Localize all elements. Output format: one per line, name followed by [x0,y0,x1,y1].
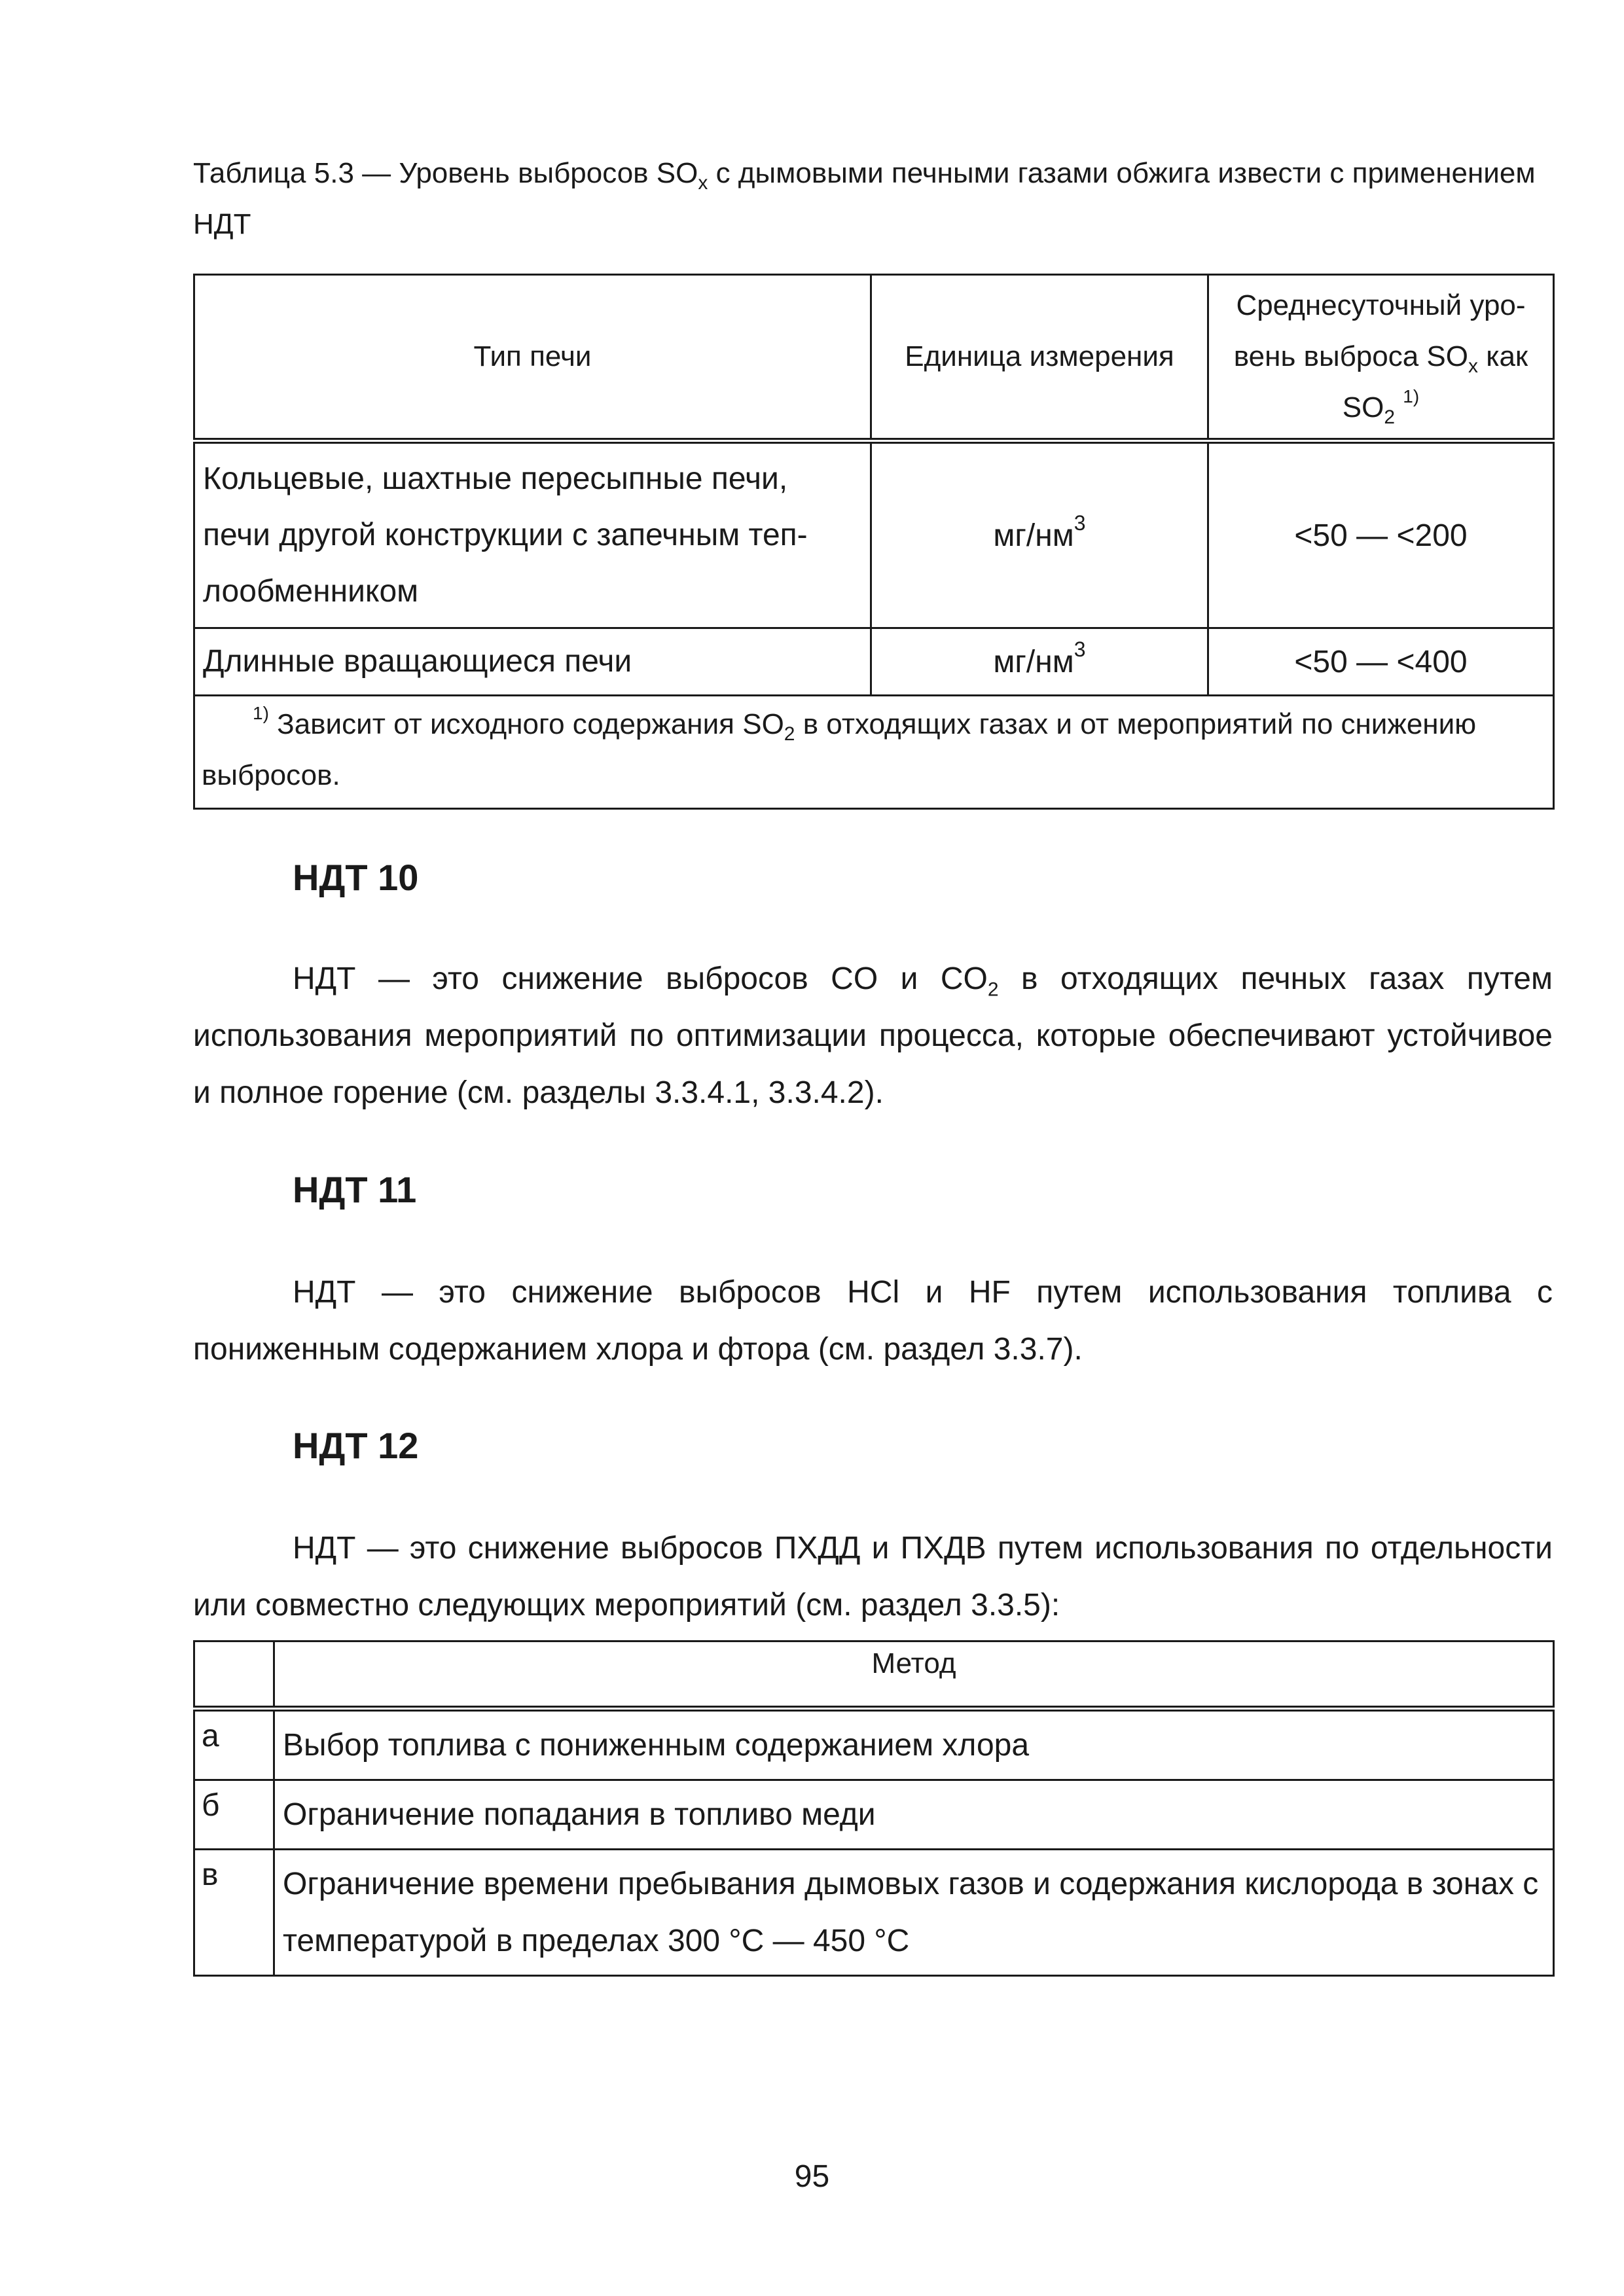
table-row [194,628,1554,696]
footnote-marker: 1) [253,703,269,723]
ndt12-heading: НДТ 12 [293,1425,419,1466]
header-level-line2b: как [1478,340,1528,372]
ndt10-subscript: 2 [987,978,999,1001]
method-letter: а [194,1709,274,1780]
header-level-line3-sub: 2 [1384,406,1396,428]
table-row [194,441,1554,628]
header-emission-level [1208,275,1554,441]
emission-value-cell: <50 — <400 [1208,628,1554,696]
table-row [194,1780,1554,1850]
page-number: 95 [794,2159,830,2194]
footnote-text-a: Зависит от исходного содержания SO [268,708,784,740]
ndt10-paragraph [193,950,1553,1121]
method-text: Ограничение времени пребывания дымовых газов и содержания кислорода в зонах с температурой в пределах 300 °C — 450 °C [274,1850,1554,1976]
caption-text-a: Таблица 5.3 — Уровень выбросов SO [193,157,698,189]
kiln-type-cell: Кольцевые, шахтные пересыпные печи, печи другой конструкции с запечным теп-лообменником [194,441,871,628]
methods-header-row [194,1641,1554,1709]
ndt10-text-b: в отходящих печных газах путем использования мероприятий по оптимизации процесса, которые обеспечивают устойчивое и полное горение (см. разделы 3.3.4.1, 3.3.4.2). [193,961,1553,1110]
table-row [194,1850,1554,1976]
unit-superscript: 3 [1074,637,1086,661]
header-kiln-type: Тип печи [194,275,871,441]
header-level-line2: вень выброса SO [1233,340,1469,372]
ndt12-paragraph: НДТ — это снижение выбросов ПХДД и ПХДВ путем использования по отдельности или совместно следующих мероприятий (см. раздел 3.3.5): [193,1531,1553,1623]
caption-text-b: с дымовыми печными газами обжига извести с применением НДТ [193,157,1536,240]
kiln-type-cell: Длинные вращающиеся печи [194,628,871,696]
methods-table [193,1640,1555,1977]
emission-value-cell: <50 — <200 [1208,441,1554,628]
header-level-line1: Среднесуточный уро- [1236,289,1526,321]
ndt10-text-a: НДТ — это снижение выбросов CO и CO [293,961,988,996]
caption-subscript: x [698,171,708,194]
emissions-table [193,274,1555,810]
unit-text: мг/нм [993,518,1074,553]
table-header-row [194,275,1554,441]
table-row [194,1709,1554,1780]
method-letter: в [194,1850,274,1976]
methods-header-label: Метод [274,1641,1554,1709]
table-footnote-row [194,696,1554,809]
unit-cell [871,441,1208,628]
footnote-text-b: в отходящих газах и от мероприятий по снижению выбросов. [202,708,1477,791]
ndt10-heading: НДТ 10 [293,857,419,898]
table-caption [193,148,1555,250]
header-unit: Единица измерения [871,275,1208,441]
ndt11-paragraph: НДТ — это снижение выбросов HCl и HF путем использования топлива с пониженным содержанием хлора и фтора (см. раздел 3.3.7). [193,1275,1553,1367]
unit-text: мг/нм [993,644,1074,679]
header-level-line3: SO [1342,391,1384,423]
table-footnote [194,696,1554,809]
method-letter: б [194,1780,274,1850]
footnote-marker: 1) [1403,386,1420,406]
methods-header-empty [194,1641,274,1709]
unit-cell [871,628,1208,696]
footnote-subscript: 2 [784,723,795,745]
header-level-sub: x [1468,355,1479,377]
unit-superscript: 3 [1074,511,1086,535]
method-text: Выбор топлива с пониженным содержанием хлора [274,1709,1554,1780]
ndt11-heading: НДТ 11 [293,1169,417,1210]
method-text: Ограничение попадания в топливо меди [274,1780,1554,1850]
